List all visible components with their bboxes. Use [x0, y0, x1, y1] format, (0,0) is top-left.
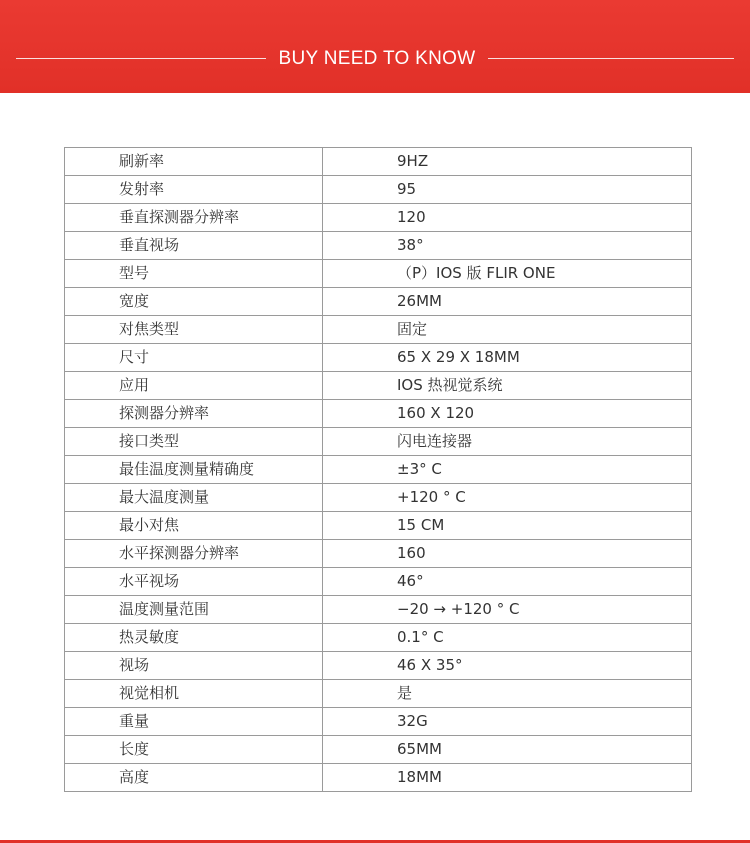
spec-label: 尺寸	[65, 344, 323, 372]
spec-value: 26MM	[323, 288, 692, 316]
table-row	[65, 204, 692, 232]
spec-label: 发射率	[65, 176, 323, 204]
spec-value: 95	[323, 176, 692, 204]
spec-value: 9HZ	[323, 148, 692, 176]
table-row	[65, 512, 692, 540]
spec-value: （P）IOS 版 FLIR ONE	[323, 260, 692, 288]
spec-label: 垂直视场	[65, 232, 323, 260]
spec-value: 15 CM	[323, 512, 692, 540]
spec-label: 探测器分辨率	[65, 400, 323, 428]
spec-label: 长度	[65, 736, 323, 764]
spec-label: 高度	[65, 764, 323, 792]
table-row	[65, 344, 692, 372]
header-divider-right	[488, 58, 734, 59]
table-row	[65, 624, 692, 652]
spec-label: 最小对焦	[65, 512, 323, 540]
spec-label: 最大温度测量	[65, 484, 323, 512]
table-row	[65, 260, 692, 288]
spec-value: 闪电连接器	[323, 428, 692, 456]
spec-label: 重量	[65, 708, 323, 736]
spec-label: 最佳温度测量精确度	[65, 456, 323, 484]
table-row	[65, 400, 692, 428]
table-row	[65, 232, 692, 260]
spec-value: 160 X 120	[323, 400, 692, 428]
spec-value: 46°	[323, 568, 692, 596]
spec-value: 46 X 35°	[323, 652, 692, 680]
spec-label: 应用	[65, 372, 323, 400]
table-row	[65, 736, 692, 764]
spec-value: +120 ° C	[323, 484, 692, 512]
table-row	[65, 484, 692, 512]
table-row	[65, 708, 692, 736]
table-row	[65, 540, 692, 568]
table-row	[65, 372, 692, 400]
header-banner	[0, 0, 750, 93]
spec-value: 0.1° C	[323, 624, 692, 652]
spec-label: 视觉相机	[65, 680, 323, 708]
table-row	[65, 288, 692, 316]
table-row	[65, 316, 692, 344]
spec-value: 65MM	[323, 736, 692, 764]
table-row	[65, 680, 692, 708]
spec-label: 温度测量范围	[65, 596, 323, 624]
spec-value: −20 → +120 ° C	[323, 596, 692, 624]
table-row	[65, 596, 692, 624]
table-row	[65, 428, 692, 456]
table-row	[65, 148, 692, 176]
spec-label: 接口类型	[65, 428, 323, 456]
spec-table-body	[65, 148, 692, 792]
spec-label: 对焦类型	[65, 316, 323, 344]
spec-label: 宽度	[65, 288, 323, 316]
table-row	[65, 176, 692, 204]
spec-label: 热灵敏度	[65, 624, 323, 652]
spec-label: 垂直探测器分辨率	[65, 204, 323, 232]
table-row	[65, 764, 692, 792]
spec-value: 固定	[323, 316, 692, 344]
spec-label: 水平视场	[65, 568, 323, 596]
page-title: BUY NEED TO KNOW	[278, 48, 476, 69]
spec-value: 32G	[323, 708, 692, 736]
spec-value: 是	[323, 680, 692, 708]
spec-value: 160	[323, 540, 692, 568]
spec-label: 视场	[65, 652, 323, 680]
spec-label: 型号	[65, 260, 323, 288]
spec-value: 120	[323, 204, 692, 232]
spec-value: 18MM	[323, 764, 692, 792]
table-row	[65, 568, 692, 596]
spec-label: 水平探测器分辨率	[65, 540, 323, 568]
spec-value: IOS 热视觉系统	[323, 372, 692, 400]
spec-table	[64, 147, 692, 792]
spec-value: 65 X 29 X 18MM	[323, 344, 692, 372]
spec-value: 38°	[323, 232, 692, 260]
table-row	[65, 652, 692, 680]
table-row	[65, 456, 692, 484]
spec-value: ±3° C	[323, 456, 692, 484]
header-divider-left	[16, 58, 266, 59]
spec-label: 刷新率	[65, 148, 323, 176]
